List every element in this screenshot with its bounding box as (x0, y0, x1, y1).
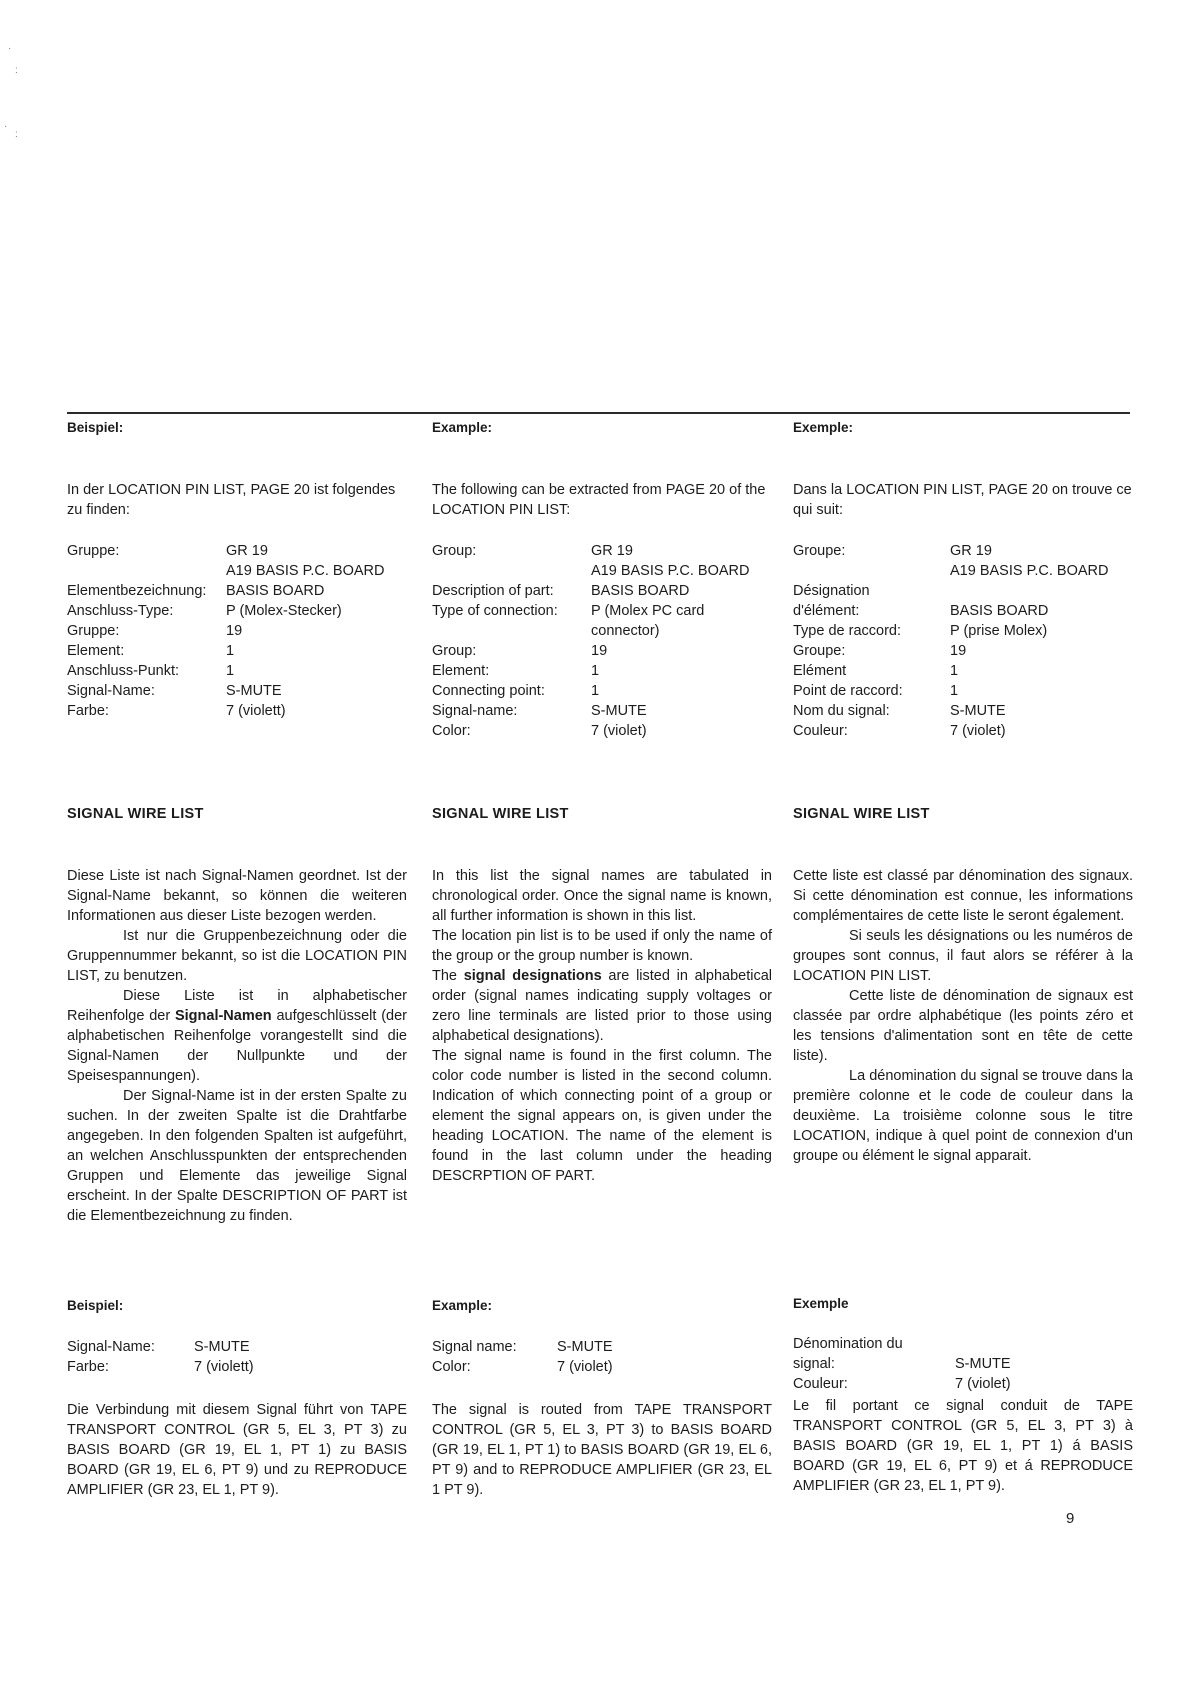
table-label: Elément (793, 663, 847, 679)
table-value: BASIS BOARD (226, 583, 325, 599)
table-value: S-MUTE (557, 1339, 613, 1355)
table-value (955, 1334, 1133, 1354)
de-section-body (67, 866, 407, 1226)
table-label: Color: (432, 723, 471, 739)
table-label: Désignation (793, 583, 870, 599)
margin-mark: : (15, 129, 18, 140)
table-label: Connecting point: (432, 683, 545, 699)
table-label: Type de raccord: (793, 623, 901, 639)
table-value: 7 (violet) (955, 1376, 1011, 1392)
page-number: 9 (1066, 1510, 1075, 1527)
paragraph: Der Signal-Name ist in der ersten Spalte zu suchen. In der zweiten Spalte ist die Drahtfarbe angegeben. In den folgenden Spalten ist aufgeführt, an welchen Anschlusspunkten der entsprechenden Gruppen und Elemente das jeweilige Signal erscheint. In der Spalte DESCRIPTION OF PART ist die Elementbezeichnung zu finden. (67, 1088, 407, 1224)
intro-text: In der LOCATION PIN LIST, PAGE 20 ist folgendes zu finden: (67, 482, 396, 518)
table-value: S-MUTE (950, 703, 1006, 719)
table-value: S-MUTE (591, 703, 647, 719)
table-value: GR 19 (226, 543, 268, 559)
table-value: 1 (591, 663, 600, 679)
table-value: P (Molex PC card connector) (591, 603, 705, 639)
table-value: 7 (violett) (226, 703, 286, 719)
paragraph-text: aufgeschlüsselt (der alphabetischen Reihenfolge vorangestellt sind die Signal-Namen der Nullpunkte und der Speisespannungen). (67, 1008, 407, 1084)
bold-term: signal designations (463, 968, 602, 984)
en-example-heading (432, 418, 772, 438)
table-value: 7 (violett) (194, 1359, 254, 1375)
margin-mark: : (15, 65, 18, 76)
fr-intro-text (793, 480, 1133, 520)
table-value: 19 (950, 643, 967, 659)
closing-text: Die Verbindung mit diesem Signal führt von TAPE TRANSPORT CONTROL (GR 5, EL 3, PT 3) zu BASIS BOARD (GR 19, EL 1, PT 1) zu BASIS BOARD (GR 19, EL 6, PT 9) und zu REPRODUCE AMPLIFIER (GR 23, EL 1, PT 9). (67, 1402, 407, 1498)
intro-text: The following can be extracted from PAGE 20 of the LOCATION PIN LIST: (432, 482, 766, 518)
example-heading: Example: (432, 1298, 493, 1313)
table-value: S-MUTE (955, 1356, 1011, 1372)
table-label: d'élément: (793, 603, 860, 619)
table-value: A19 BASIS P.C. BOARD (591, 563, 750, 579)
paragraph-text: are listed in alphabetical order (signal names indicating supply voltages or zero line terminals are listed prior to those using alphabetical designations). (432, 968, 772, 1044)
table-label: Gruppe: (67, 543, 120, 559)
fr-example-table (793, 1334, 1133, 1394)
table-label: Color: (432, 1359, 471, 1375)
table-label: Type of connection: (432, 603, 558, 619)
table-label: Elementbezeichnung: (67, 583, 207, 599)
table-label: Gruppe: (67, 623, 120, 639)
table-label (793, 561, 950, 581)
paragraph: Cette liste de dénomination de signaux est classée par ordre alphabétique (les points zéro et les tensions d'alimentation sont en tête de cette liste). (793, 988, 1133, 1064)
en-section-body (432, 866, 772, 1186)
table-label: Point de raccord: (793, 683, 903, 699)
table-value: P (prise Molex) (950, 623, 1048, 639)
en-example-heading (432, 1296, 772, 1316)
paragraph-text: The (432, 968, 464, 984)
en-section-title (432, 804, 772, 824)
fr-example-table (793, 541, 1133, 741)
de-example-table (67, 541, 407, 721)
en-example-table (432, 1337, 772, 1377)
fr-example-heading (793, 418, 1133, 438)
paragraph (432, 966, 772, 1046)
table-label: Farbe: (67, 1359, 109, 1375)
table-label: Anschluss-Type: (67, 603, 174, 619)
example-heading: Exemple: (793, 420, 854, 435)
closing-text: The signal is routed from TAPE TRANSPORT CONTROL (GR 5, EL 3, PT 3) to BASIS BOARD (GR 19, EL 1, PT 1) to BASIS BOARD (GR 19, EL 6, PT 9) and to REPRODUCE AMPLIFIER (GR 23, EL 1 PT 9). (432, 1402, 772, 1498)
de-example-heading (67, 418, 407, 438)
paragraph-text: Diese Liste ist in alphabetischer Reihenfolge der (67, 988, 407, 1024)
en-closing-paragraph (432, 1400, 772, 1500)
table-value: 7 (violet) (591, 723, 647, 739)
table-label: Signal-Name: (67, 683, 155, 699)
paragraph (67, 986, 407, 1086)
de-section-title (67, 804, 407, 824)
margin-mark: · (8, 43, 12, 54)
table-label (67, 561, 226, 581)
table-value: BASIS BOARD (950, 603, 1049, 619)
en-intro-text (432, 480, 772, 520)
table-value: A19 BASIS P.C. BOARD (950, 563, 1109, 579)
de-intro-text (67, 480, 407, 520)
table-label: Signal-Name: (67, 1339, 155, 1355)
de-example-heading (67, 1296, 407, 1316)
table-value: 7 (violet) (557, 1359, 613, 1375)
fr-example-heading (793, 1294, 1133, 1314)
section-title: SIGNAL WIRE LIST (793, 806, 930, 822)
table-value: 1 (591, 683, 600, 699)
section-title: SIGNAL WIRE LIST (432, 806, 569, 822)
table-value: 19 (591, 643, 608, 659)
paragraph: La dénomination du signal se trouve dans la première colonne et le code de couleur dans la deuxième. La troisième colonne sous le titre LOCATION, indique à quel point de connexion d'un groupe ou élément le signal apparait. (793, 1068, 1133, 1164)
closing-text: Le fil portant ce signal conduit de TAPE TRANSPORT CONTROL (GR 5, EL 3, PT 3) à BASIS BOARD (GR 19, EL 1, PT 1) á BASIS BOARD (GR 19, EL 6, PT 9) et á REPRODUCE AMPLIFIER (GR 23, EL 1, PT 9). (793, 1398, 1133, 1494)
table-label: Anschluss-Punkt: (67, 663, 180, 679)
en-example-table (432, 541, 772, 741)
example-heading: Exemple (793, 1296, 849, 1311)
fr-section-body (793, 866, 1133, 1166)
table-label: Dénomination du (793, 1336, 903, 1352)
table-label: Farbe: (67, 703, 109, 719)
table-label: Signal-name: (432, 703, 518, 719)
example-heading: Beispiel: (67, 420, 124, 435)
table-label: Group: (432, 543, 477, 559)
table-value: S-MUTE (194, 1339, 250, 1355)
table-label (432, 561, 591, 581)
table-value: 1 (226, 663, 235, 679)
table-value: 1 (226, 643, 235, 659)
table-label: Couleur: (793, 1376, 848, 1392)
table-label: Couleur: (793, 723, 848, 739)
table-label: Groupe: (793, 643, 846, 659)
table-label: Group: (432, 643, 477, 659)
table-value: 1 (950, 663, 959, 679)
de-example-table (67, 1337, 407, 1377)
table-label: Element: (432, 663, 490, 679)
example-heading: Example: (432, 420, 493, 435)
table-label: Description of part: (432, 583, 554, 599)
table-value: GR 19 (591, 543, 633, 559)
table-label: Element: (67, 643, 125, 659)
margin-mark: · (4, 121, 8, 132)
table-value: P (Molex-Stecker) (226, 603, 342, 619)
paragraph: Diese Liste ist nach Signal-Namen geordnet. Ist der Signal-Name bekannt, so können die weiteren Informationen aus dieser Liste bezogen werden. (67, 868, 407, 924)
paragraph: In this list the signal names are tabulated in chronological order. Once the signal name is known, all further information is shown in this list. (432, 868, 772, 924)
fr-section-title (793, 804, 1133, 824)
table-value: A19 BASIS P.C. BOARD (226, 563, 385, 579)
table-label: Signal name: (432, 1339, 517, 1355)
intro-text: Dans la LOCATION PIN LIST, PAGE 20 on trouve ce qui suit: (793, 482, 1132, 518)
de-closing-paragraph (67, 1400, 407, 1500)
table-value: GR 19 (950, 543, 992, 559)
paragraph: Ist nur die Gruppenbezeichnung oder die Gruppennummer bekannt, so ist die LOCATION PIN LIST, zu benutzen. (67, 928, 407, 984)
table-value: BASIS BOARD (591, 583, 690, 599)
table-value: 7 (violet) (950, 723, 1006, 739)
paragraph: The signal name is found in the first column. The color code number is listed in the second column. Indication of which connecting point of a group or element the signal appears on, is given under the heading LOCATION. The name of the element is found in the last column under the heading DESCRPTION OF PART. (432, 1048, 772, 1184)
table-value (950, 581, 1133, 601)
paragraph: Cette liste est classé par dénomination des signaux. Si cette dénomination est connue, les informations complémentaires de cette liste le seront également. (793, 868, 1133, 924)
table-value: 1 (950, 683, 959, 699)
section-title: SIGNAL WIRE LIST (67, 806, 204, 822)
paragraph: The location pin list is to be used if only the name of the group or the group number is known. (432, 928, 772, 964)
fr-closing-paragraph (793, 1396, 1133, 1496)
paragraph: Si seuls les désignations ou les numéros de groupes sont connus, il faut alors se référer à la LOCATION PIN LIST. (793, 928, 1133, 984)
table-label: signal: (793, 1356, 835, 1372)
table-value: 19 (226, 623, 243, 639)
table-label: Groupe: (793, 543, 846, 559)
example-heading: Beispiel: (67, 1298, 124, 1313)
table-label: Nom du signal: (793, 703, 890, 719)
header-rule (67, 412, 1130, 414)
bold-term: Signal-Namen (174, 1008, 272, 1024)
table-value: S-MUTE (226, 683, 282, 699)
